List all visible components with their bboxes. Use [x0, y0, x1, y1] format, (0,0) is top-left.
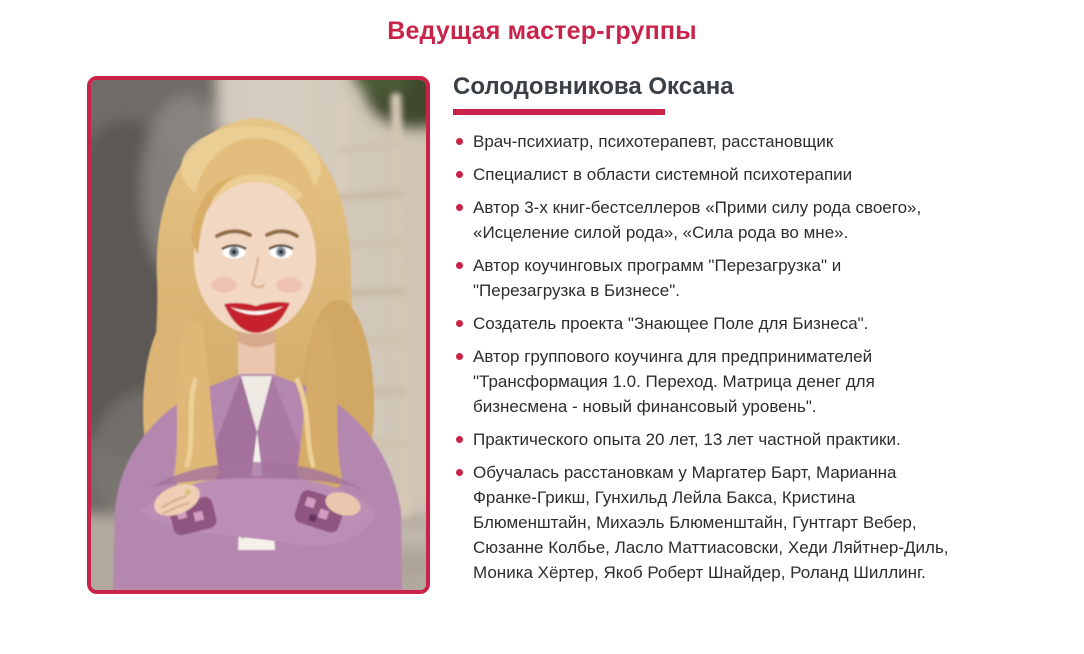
- leader-photo: [87, 76, 430, 594]
- list-item-text: Автор группового коучинга для предпринимателей "Трансформация 1.0. Переход. Матрица денег для бизнесмена - новый финансовый уровень".: [473, 347, 875, 416]
- list-item: [453, 195, 958, 245]
- list-item: [453, 311, 958, 336]
- list-item: [453, 253, 958, 303]
- list-item-text: Врач-психиатр, психотерапевт, расстановщик: [473, 132, 834, 151]
- bullet-icon: [456, 204, 463, 211]
- list-item-text: Специалист в области системной психотерапии: [473, 165, 853, 184]
- leader-section: [87, 73, 1084, 594]
- bullet-icon: [456, 353, 463, 360]
- list-item-text: Автор 3-х книг-бестселлеров «Прими силу рода своего», «Исцеление силой рода», «Сила рода во мне».: [473, 198, 922, 242]
- list-item-text: Практического опыта 20 лет, 13 лет частной практики.: [473, 430, 901, 449]
- list-item-text: Обучалась расстановкам у Маргатер Барт, Марианна Франке-Грикш, Гунхильд Лейла Бакса, Кристина Блюменштайн, Михаэль Блюменштайн, Гунтгарт Вебер, Сюзанне Колбье, Ласло Маттиасовски, Хеди Ляйтнер-Диль, Моника Хёртер, Якоб Роберт Шнайдер, Роланд Шиллинг.: [473, 463, 949, 582]
- list-item: [453, 344, 958, 419]
- list-item: [453, 162, 958, 187]
- bullet-icon: [456, 138, 463, 145]
- bullet-icon: [456, 469, 463, 476]
- leader-photo-illustration: [91, 80, 426, 590]
- accent-underline: [453, 109, 665, 115]
- credentials-list: [453, 129, 958, 585]
- page-title: Ведущая мастер-группы: [387, 17, 697, 45]
- list-item-text: Автор коучинговых программ "Перезагрузка" и "Перезагрузка в Бизнесе".: [473, 256, 842, 300]
- leader-info: [453, 73, 958, 593]
- bullet-icon: [456, 436, 463, 443]
- bullet-icon: [456, 171, 463, 178]
- leader-name: Солодовникова Оксана: [453, 73, 734, 100]
- list-item: [453, 460, 958, 585]
- list-item-text: Создатель проекта "Знающее Поле для Бизнеса".: [473, 314, 869, 333]
- list-item: [453, 427, 958, 452]
- list-item: [453, 129, 958, 154]
- bullet-icon: [456, 262, 463, 269]
- bullet-icon: [456, 320, 463, 327]
